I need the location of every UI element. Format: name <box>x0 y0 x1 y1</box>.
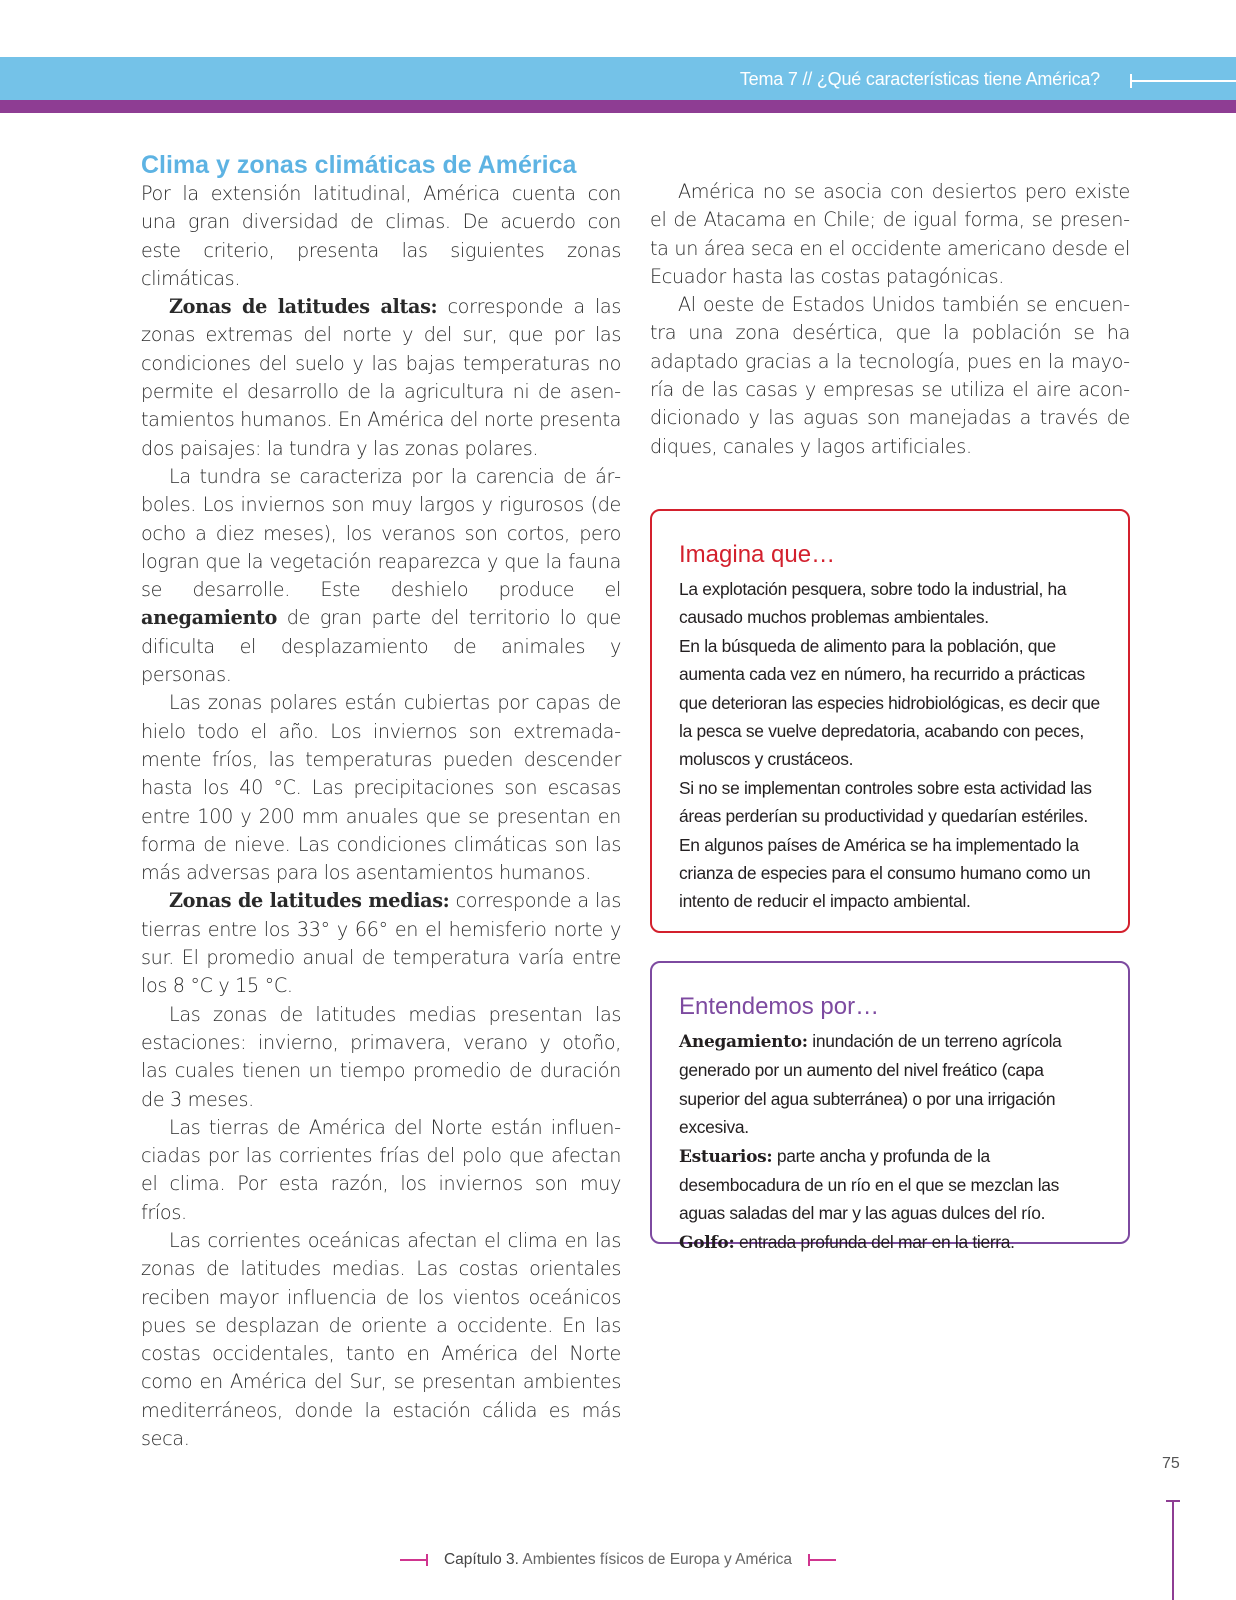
entendemos-title: Entendemos por… <box>679 993 880 1020</box>
imagina-paragraph: La explotación pesquera, sobre todo la industrial, ha causado muchos problemas ambientales. <box>679 579 1067 628</box>
paragraph <box>141 887 621 1000</box>
paragraph: Por la extensión latitudinal, América cuenta con una gran diversidad de climas. De acuerdo con este criterio, presenta las siguientes zonas climáticas. <box>141 182 621 290</box>
footer-dash-left <box>400 1559 428 1561</box>
glossary-term: Estuarios: <box>679 1146 773 1167</box>
footer-chapter-title: Ambientes físicos de Europa y América <box>518 1551 793 1568</box>
glossary-term: Golfo: <box>679 1232 735 1253</box>
paragraph: América no se asocia con desiertos pero existe el de Atacama en Chile; de igual forma, se presenta un área seca en el occidente americano desde el Ecuador hasta las costas patagónicas. <box>650 180 1130 288</box>
footer-dash-right <box>808 1559 836 1561</box>
glossary-definition: entrada profunda del mar en la tierra. <box>734 1231 1015 1252</box>
header-stripe <box>0 100 1236 113</box>
glossary-definition: inundación de un terreno agrícola generado por un aumento del nivel freático (capa superior del agua subterránea) o por una irrigación excesiva. <box>679 1031 1062 1138</box>
bold-term: Zonas de latitudes medias: <box>169 889 450 913</box>
paragraph: Las zonas polares están cubiertas por capas de hielo todo el año. Los inviernos son extremadamente fríos, las temperaturas pueden descender hasta los 40 °C. Las precipitaciones son escasas entre 100 y 200 mm anuales que se presentan en forma de nieve. Las condiciones climáticas son las más adversas para los asentamientos humanos. <box>141 691 621 885</box>
glossary-entry <box>679 1142 1102 1228</box>
imagina-title: Imagina que… <box>679 541 836 568</box>
glossary-term: Anegamiento: <box>679 1032 808 1052</box>
paragraph-text: de gran parte del territorio lo que dificulta el desplazamiento de animales y personas. <box>141 606 621 687</box>
paragraph: Las zonas de latitudes medias presentan las estaciones: invierno, primavera, verano y otoño, las cuales tienen un tiempo promedio de duración de 3 meses. <box>141 1002 621 1111</box>
right-column <box>650 178 1130 461</box>
imagina-paragraph: En la búsqueda de alimento para la población, que aumenta cada vez en número, ha recurrido a prácticas que deterioran las especies hidrobiológicas, es decir que la pesca se vuelve depredatoria, acabando con peces, moluscos y crustáceos. <box>679 635 1100 770</box>
glossary-entry <box>679 1228 1102 1257</box>
left-column <box>141 150 621 1453</box>
paragraph: Al oeste de Estados Unidos también se encuentra una zona desértica, que la población se ha adaptado gracias a la tecnología, pues en la mayoría de las casas y empresas se utiliza el aire acondicionado y las aguas son manejadas a través de diques, canales y lagos artificiales. <box>650 293 1130 458</box>
paragraph-text: corresponde a las zonas extremas del norte y del sur, que por las condiciones del suelo y las bajas temperaturas no permite el desarrollo de la agricultura ni de asentamientos humanos. En América del norte presenta dos paisajes: la tundra y las zonas polares. <box>141 295 621 460</box>
paragraph: Las tierras de América del Norte están influenciadas por las corrientes frías del polo que afectan el clima. Por esta razón, los inviernos son muy fríos. <box>141 1115 621 1224</box>
bold-term: anegamiento <box>141 606 277 630</box>
imagina-paragraph: En algunos países de América se ha implementado la crianza de especies para el consumo humano como un intento de reducir el impacto ambiental. <box>679 834 1091 912</box>
footer-chapter: Capítulo 3. <box>443 1551 519 1568</box>
imagina-box <box>650 509 1130 933</box>
footer-text <box>444 1551 792 1569</box>
glossary-entry <box>679 1027 1102 1142</box>
footer <box>0 1551 1236 1569</box>
section-title: Clima y zonas climáticas de América <box>141 151 577 179</box>
paragraph: Las corrientes oceánicas afectan el clima en las zonas de latitudes medias. Las costas orientales reciben mayor influencia de los vientos oceánicos pues se desplazan de oriente a occidente. En las costas occidentales, tanto en América del Norte como en América del Sur, se presentan ambientes mediterráneos, donde la estación cálida es más seca. <box>141 1228 621 1451</box>
header-line <box>1130 80 1236 82</box>
header-title: Tema 7 // ¿Qué características tiene América? <box>739 69 1100 89</box>
page-number: 75 <box>1162 1455 1180 1472</box>
paragraph <box>141 293 621 463</box>
paragraph-text: La tundra se caracteriza por la carencia de árboles. Los inviernos son muy largos y rigurosos (de ocho a diez meses), los veranos son cortos, pero logran que la vegetación reaparezca y que la fauna se desarrolle. Este deshielo produce el <box>141 464 621 602</box>
side-bar <box>1172 1500 1174 1600</box>
entendemos-box <box>650 961 1130 1253</box>
glossary-definition: parte ancha y profunda de la desembocadura de un río en el que se mezclan las aguas saladas del mar y las aguas dulces del río. <box>679 1145 1060 1224</box>
bold-term: Zonas de latitudes altas: <box>169 295 438 319</box>
paragraph <box>141 463 621 689</box>
paragraph-text: corresponde a las tierras entre los 33° y 66° en el hemisferio norte y sur. El promedio anual de temperatura varía entre los 8 °C y 15 °C. <box>141 889 621 998</box>
imagina-paragraph: Si no se implementan controles sobre esta actividad las áreas perderían su productividad y quedarían estériles. <box>679 777 1092 827</box>
